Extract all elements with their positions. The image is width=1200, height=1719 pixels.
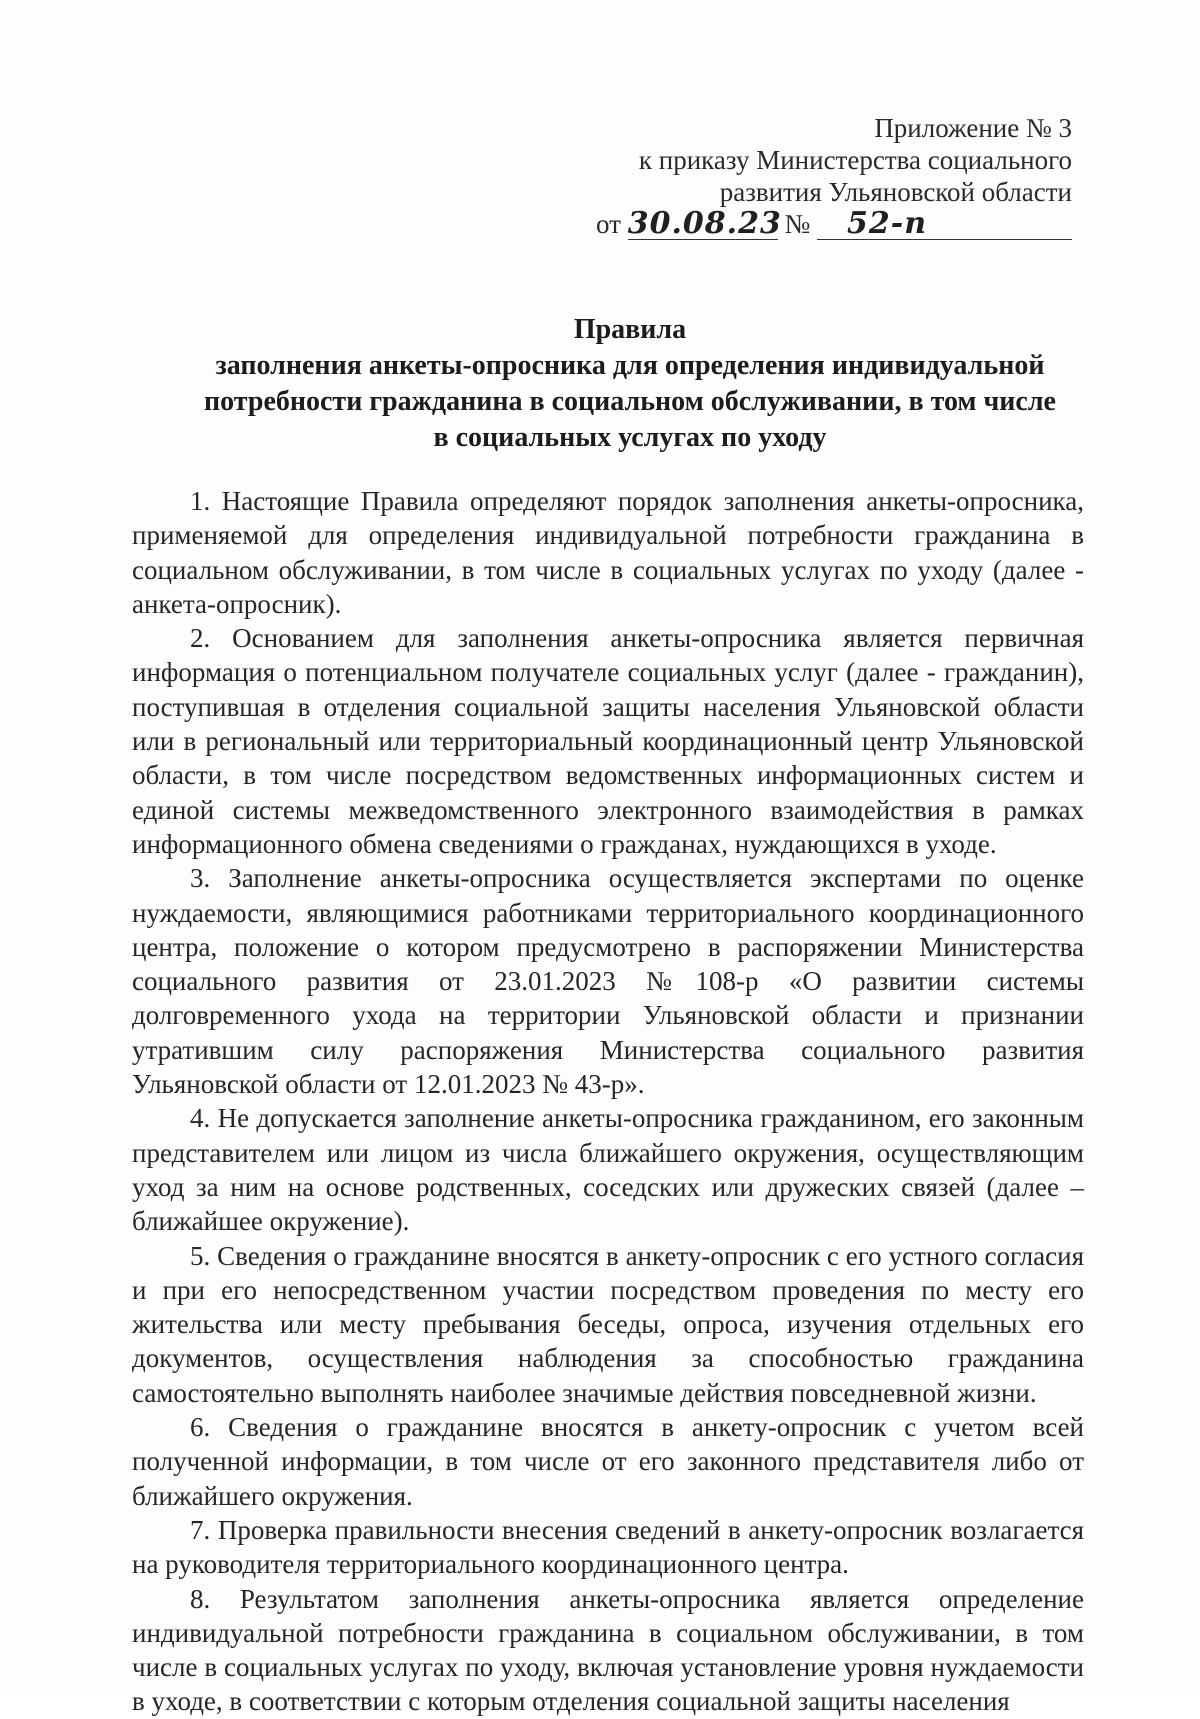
title-line-1: Правила xyxy=(573,314,687,345)
paragraph-7: 7. Проверка правильности внесения сведений в анкету-опросник возлагается на руководителя территориального координационного центра. xyxy=(132,1514,1084,1580)
title-line-4: в социальных услугах по уходу xyxy=(433,422,827,453)
order-date-slot xyxy=(627,206,782,241)
appendix-ministry: развития Ульяновской области xyxy=(719,177,1072,207)
paragraph-5: 5. Сведения о гражданине вносятся в анкету-опросник с его устного согласия и при его непосредственном участии посредством проведения по месту его жительства или месту пребывания беседы, опроса, изучения отдельных его документов, осуществления наблюдения за способностью гражданина самостоятельно выполнять наиболее значимые действия повседневной жизни. xyxy=(132,1240,1084,1408)
paragraph-6: 6. Сведения о гражданине вносятся в анкету-опросник с учетом всей полученной информации, в том числе от его законного представителя либо от ближайшего окружения. xyxy=(132,1412,1084,1511)
order-number-slot xyxy=(817,206,1072,241)
appendix-order-ref: к приказу Министерства социального xyxy=(638,145,1072,175)
paragraph-2: 2. Основанием для заполнения анкеты-опросника является первичная информация о потенциальном получателе социальных услуг (далее - гражданин), поступившая в отделения социальной защиты населения Ульяновской области или в региональный или территориальный координационный центр Ульяновской области, в том числе посредством ведомственных информационных систем и единой системы межведомственного электронного взаимодействия в рамках информационного обмена сведениями о гражданах, нуждающихся в уходе. xyxy=(132,623,1084,859)
paragraph-4: 4. Не допускается заполнение анкеты-опросника гражданином, его законным представителем или лицом из числа ближайшего окружения, осуществляющим уход за ним на основе родственных, соседских или дружеских связей (далее – ближайшее окружение). xyxy=(132,1103,1084,1237)
paragraph-8: 8. Результатом заполнения анкеты-опросника является определение индивидуальной потребности гражданина в социальном обслуживании, в том числе в социальных услугах по уходу, включая установление уровня нуждаемости в уходе, в соответствии с которым отделения социальной защиты населения xyxy=(132,1583,1084,1717)
from-label: от xyxy=(596,209,621,239)
title-line-3: потребности гражданина в социальном обслуживании, в том числе xyxy=(204,386,1056,417)
number-label: № xyxy=(784,209,811,239)
appendix-number: Приложение № 3 xyxy=(874,113,1072,143)
paragraph-3: 3. Заполнение анкеты-опросника осуществляется экспертами по оценке нуждаемости, являющимися работниками территориального координационного центра, положение о котором предусмотрено в распоряжении Министерства социального развития от 23.01.2023 №108-р «О развитии системы долговременного ухода на территории Ульяновской области и признании утратившим силу распоряжения Министерства социального развития Ульяновской области от 12.01.2023 № 43-р». xyxy=(132,863,1084,1100)
document-title xyxy=(140,312,1120,456)
handwritten-number: 52-п xyxy=(847,206,928,241)
document-body xyxy=(132,484,1084,1719)
paragraph-1: 1. Настоящие Правила определяют порядок заполнения анкеты-опросника, применяемой для определения индивидуальной потребности гражданина в социальном обслуживании, в том числе в социальных услугах по уходу (далее - анкета-опросник). xyxy=(132,486,1084,619)
order-date-number-line xyxy=(596,208,1072,240)
title-line-2: заполнения анкеты-опросника для определения индивидуальной xyxy=(215,350,1045,381)
appendix-header xyxy=(596,112,1072,240)
handwritten-date: 30.08.23 xyxy=(627,206,782,241)
